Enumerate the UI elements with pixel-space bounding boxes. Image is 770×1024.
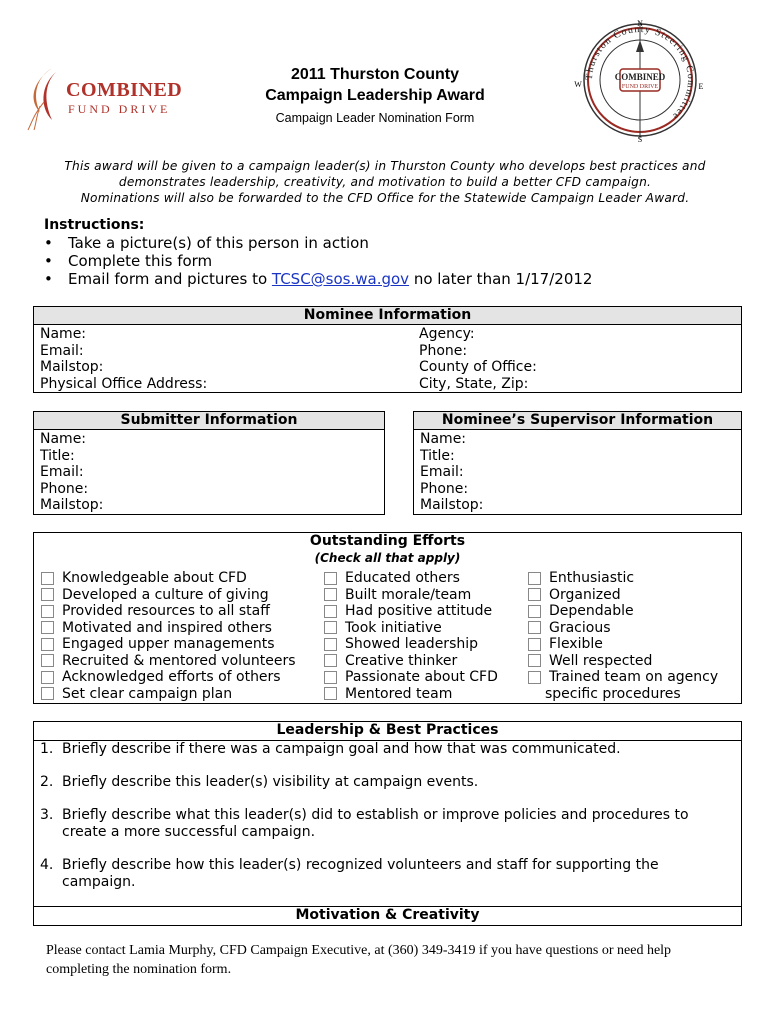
- section-heading: Nominee’s Supervisor Information: [414, 412, 741, 430]
- list-item[interactable]: Set clear campaign plan: [41, 686, 296, 703]
- list-item[interactable]: Enthusiastic: [528, 570, 718, 587]
- list-item[interactable]: Organized: [528, 587, 718, 604]
- list-item[interactable]: Flexible: [528, 636, 718, 653]
- checkbox[interactable]: [324, 621, 337, 634]
- list-item[interactable]: Trained team on agency: [528, 669, 718, 686]
- leadership-questions: [40, 741, 730, 891]
- instructions-title: Instructions:: [44, 217, 145, 233]
- field-label[interactable]: Mailstop:: [420, 497, 484, 513]
- list-item: • Complete this form: [44, 252, 592, 270]
- field-label[interactable]: Agency:: [419, 326, 475, 342]
- question-item[interactable]: 1. Briefly describe if there was a campaign goal and how that was communicated.: [40, 741, 621, 757]
- list-item[interactable]: Recruited & mentored volunteers: [41, 653, 296, 670]
- logo-text: COMBINED: [66, 79, 183, 101]
- list-item[interactable]: Gracious: [528, 620, 718, 637]
- page-title-line1: 2011 Thurston County: [290, 66, 460, 83]
- list-item-continuation: specific procedures: [545, 685, 681, 702]
- intro-line: This award will be given to a campaign leader(s) in Thurston County who develops best practices and: [64, 159, 706, 173]
- footer-contact-note: [46, 941, 736, 979]
- seal-ring-text: Thurston County Steering Committee: [583, 23, 697, 123]
- intro-line: demonstrates leadership, creativity, and motivation to build a better CFD campaign.: [118, 175, 652, 189]
- field-label[interactable]: Email:: [40, 342, 84, 359]
- seal-west: W: [574, 80, 582, 89]
- checkbox[interactable]: [41, 621, 54, 634]
- combined-fund-drive-logo: [22, 62, 182, 132]
- field-label[interactable]: Phone:: [419, 342, 468, 359]
- seal-north: N: [637, 19, 643, 28]
- question-item[interactable]: 3. Briefly describe what this leader(s) did to establish or improve policies and procedures to: [40, 807, 689, 823]
- section-heading: Motivation & Creativity: [295, 907, 480, 923]
- checkbox[interactable]: [528, 621, 541, 634]
- field-label[interactable]: Email:: [40, 464, 84, 480]
- list-item[interactable]: Built morale/team: [324, 587, 498, 604]
- list-item[interactable]: Knowledgeable about CFD: [41, 570, 296, 587]
- submitter-fields: [40, 429, 103, 514]
- checkbox[interactable]: [528, 638, 541, 651]
- list-item[interactable]: Showed leadership: [324, 636, 498, 653]
- checkbox[interactable]: [324, 671, 337, 684]
- page-subtitle: Campaign Leader Nomination Form: [275, 111, 475, 125]
- checkbox[interactable]: [41, 671, 54, 684]
- field-label[interactable]: Mailstop:: [40, 359, 104, 375]
- question-item[interactable]: 2. Briefly describe this leader(s) visibility at campaign events.: [40, 774, 479, 790]
- list-item[interactable]: Well respected: [528, 653, 718, 670]
- checkbox[interactable]: [41, 605, 54, 618]
- intro-line: Nominations will also be forwarded to the CFD Office for the Statewide Campaign Leader Award.: [80, 191, 690, 205]
- checkbox[interactable]: [324, 572, 337, 585]
- section-heading: Submitter Information: [34, 412, 384, 430]
- page-title-line2: Campaign Leadership Award: [265, 87, 485, 104]
- list-item: • Email form and pictures to TCSC@sos.wa.gov no later than 1/17/2012: [44, 270, 592, 288]
- field-label[interactable]: County of Office:: [419, 359, 537, 375]
- list-item: • Take a picture(s) of this person in action: [44, 234, 592, 252]
- checkbox[interactable]: [528, 572, 541, 585]
- list-item[interactable]: Mentored team: [324, 686, 498, 703]
- checkbox[interactable]: [528, 654, 541, 667]
- efforts-column-3: [528, 570, 718, 702]
- field-label[interactable]: Name:: [40, 326, 87, 342]
- checkbox[interactable]: [41, 638, 54, 651]
- field-label[interactable]: Title:: [420, 447, 455, 464]
- section-heading: Outstanding Efforts: [309, 533, 466, 549]
- intro-text: [40, 158, 730, 206]
- nominee-left-fields: [40, 324, 207, 392]
- section-heading: Leadership & Best Practices: [276, 722, 499, 738]
- field-label[interactable]: City, State, Zip:: [419, 375, 529, 392]
- checkbox[interactable]: [528, 671, 541, 684]
- list-item[interactable]: Engaged upper managements: [41, 636, 296, 653]
- outstanding-efforts-section: [33, 532, 742, 704]
- checkbox[interactable]: [324, 605, 337, 618]
- checkbox[interactable]: [324, 654, 337, 667]
- field-label[interactable]: Physical Office Address:: [40, 375, 208, 392]
- seal-east: E: [698, 82, 704, 91]
- list-item[interactable]: Took initiative: [324, 620, 498, 637]
- nominee-right-fields: [419, 324, 537, 392]
- supervisor-information-section: [413, 411, 742, 515]
- field-label[interactable]: Name:: [420, 431, 467, 447]
- checkbox[interactable]: [324, 638, 337, 651]
- checkbox[interactable]: [41, 572, 54, 585]
- checkbox[interactable]: [41, 588, 54, 601]
- section-subheading: (Check all that apply): [314, 551, 461, 565]
- field-label[interactable]: Mailstop:: [40, 497, 104, 513]
- checkbox[interactable]: [324, 588, 337, 601]
- field-label[interactable]: Title:: [40, 447, 75, 464]
- list-item[interactable]: Dependable: [528, 603, 718, 620]
- question-item-continuation: campaign.: [62, 874, 136, 890]
- steering-committee-seal: [570, 18, 710, 143]
- supervisor-fields: [420, 429, 483, 514]
- list-item[interactable]: Developed a culture of giving: [41, 587, 296, 604]
- list-item[interactable]: Provided resources to all staff: [41, 603, 296, 620]
- email-link[interactable]: TCSC@sos.wa.gov: [271, 270, 410, 288]
- footer-line: completing the nomination form.: [46, 962, 232, 977]
- list-item[interactable]: Passionate about CFD: [324, 669, 498, 686]
- footer-line: Please contact Lamia Murphy, CFD Campaign Executive, at (360) 349-3419 if you have questions or need help: [46, 943, 672, 958]
- list-item[interactable]: Educated others: [324, 570, 498, 587]
- seal-center-subtext: FUND DRIVE: [621, 84, 659, 90]
- checkbox[interactable]: [41, 687, 54, 700]
- compass-seal-icon: [570, 18, 710, 143]
- seal-center-text: COMBINED: [614, 72, 666, 82]
- list-item[interactable]: Creative thinker: [324, 653, 498, 670]
- submitter-information-section: [33, 411, 385, 515]
- field-label[interactable]: Phone:: [40, 480, 89, 497]
- field-label[interactable]: Email:: [420, 464, 464, 480]
- checkbox[interactable]: [324, 687, 337, 700]
- nominee-information-section: [33, 306, 742, 393]
- section-heading: Nominee Information: [34, 307, 741, 325]
- leadership-section: [33, 721, 742, 907]
- field-label[interactable]: Name:: [40, 431, 87, 447]
- checkbox[interactable]: [528, 588, 541, 601]
- checkbox[interactable]: [528, 605, 541, 618]
- title-block: [180, 64, 570, 125]
- list-item[interactable]: Had positive attitude: [324, 603, 498, 620]
- question-item[interactable]: 4. Briefly describe how this leader(s) recognized volunteers and staff for supporting the: [40, 857, 659, 873]
- field-label[interactable]: Phone:: [420, 480, 469, 497]
- efforts-column-1: [41, 570, 296, 702]
- motivation-section: [33, 906, 742, 926]
- list-item[interactable]: Motivated and inspired others: [41, 620, 296, 637]
- list-item[interactable]: Acknowledged efforts of others: [41, 669, 296, 686]
- efforts-column-2: [324, 570, 498, 702]
- instructions-list: [44, 234, 592, 288]
- seal-south: S: [637, 135, 643, 143]
- question-item-continuation: create a more successful campaign.: [62, 824, 316, 840]
- checkbox[interactable]: [41, 654, 54, 667]
- logo-subtext: FUND DRIVE: [68, 102, 171, 116]
